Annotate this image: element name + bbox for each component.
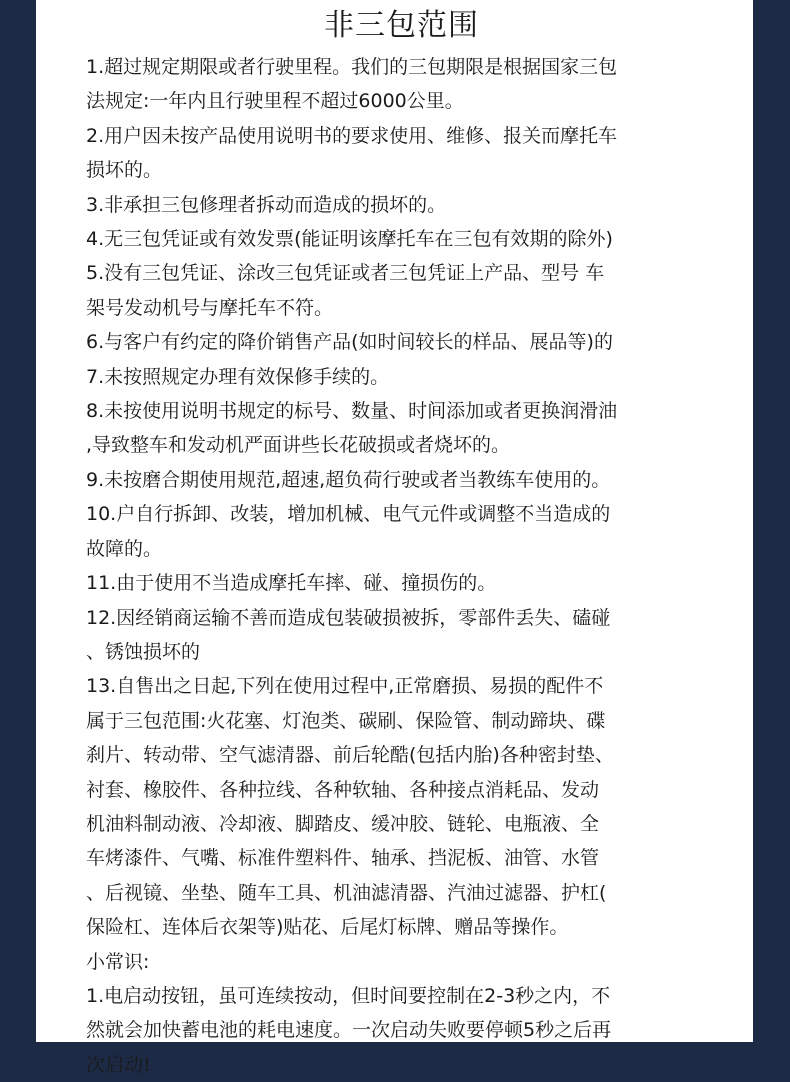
text-line: 次启动! bbox=[86, 1053, 151, 1076]
text-line: 衬套、橡胶件、各种拉线、各种软轴、各种接点消耗品、发动 bbox=[86, 778, 600, 801]
text-line: 然就会加快蓄电池的耗电速度。一次启动失败要停顿5秒之后再 bbox=[86, 1019, 612, 1042]
section-heading: 小常识: bbox=[86, 950, 150, 973]
text-line: 1.电启动按钮，虽可连续按动，但时间要控制在2-3秒之内，不 bbox=[86, 984, 611, 1007]
text-line: 架号发动机号与摩托车不符。 bbox=[86, 296, 334, 319]
text-line: 2.用户因未按产品使用说明书的要求使用、维修、报关而摩托车 bbox=[86, 124, 618, 147]
text-line: 6.与客户有约定的降价销售产品(如时间较长的样品、展品等)的 bbox=[86, 331, 613, 354]
page-title: 非三包范围 bbox=[324, 8, 479, 43]
text-line: 刹片、转动带、空气滤清器、前后轮酷(包括内胎)各种密封垫、 bbox=[86, 744, 614, 767]
text-line: 4.无三包凭证或有效发票(能证明该摩托车在三包有效期的除外) bbox=[86, 228, 613, 251]
text-line: 车烤漆件、气嘴、标准件塑料件、轴承、挡泥板、油管、水管 bbox=[86, 847, 600, 870]
text-line: 7.未按照规定办理有效保修手续的。 bbox=[86, 365, 390, 388]
text-line: 8.未按使用说明书规定的标号、数量、时间添加或者更换润滑油 bbox=[86, 400, 618, 423]
text-line: 法规定:一年内且行驶里程不超过6000公里。 bbox=[86, 90, 464, 113]
text-line: ,导致整车和发动机严面讲些长花破损或者烧坏的。 bbox=[86, 434, 511, 457]
text-line: 机油料制动液、冷却液、脚踏皮、缓冲胶、链轮、电瓶液、全 bbox=[86, 812, 600, 835]
text-line: 10.户自行拆卸、改装，增加机械、电气元件或调整不当造成的 bbox=[86, 503, 611, 526]
text-line: 属于三包范围:火花塞、灯泡类、碳刷、保险管、制动蹄块、碟 bbox=[86, 709, 606, 732]
text-line: 9.未按磨合期使用规范,超速,超负荷行驶或者当教练车使用的。 bbox=[86, 468, 611, 491]
text-line: 保险杠、连体后衣架等)贴花、后尾灯标牌、赠品等操作。 bbox=[86, 916, 569, 939]
document-body bbox=[86, 50, 737, 1082]
text-line: 、后视镜、坐垫、随车工具、机油滤清器、汽油过滤器、护杠( bbox=[86, 881, 607, 904]
text-line: 1.超过规定期限或者行驶里程。我们的三包期限是根据国家三包 bbox=[86, 56, 618, 78]
text-line: 故障的。 bbox=[86, 537, 163, 560]
text-line: 3.非承担三包修理者拆动而造成的损坏的。 bbox=[86, 193, 447, 216]
text-line: 13.自售出之日起,下列在使用过程中,正常磨损、易损的配件不 bbox=[86, 675, 604, 698]
text-line: 12.因经销商运输不善而造成包装破损被拆，零部件丢失、磕碰 bbox=[86, 606, 611, 629]
text-line: 损坏的。 bbox=[86, 159, 163, 182]
document-page bbox=[36, 0, 753, 1076]
text-line: 、锈蚀损坏的 bbox=[86, 640, 201, 663]
text-line: 11.由于使用不当造成摩托车摔、碰、撞损伤的。 bbox=[86, 572, 497, 595]
text-line: 5.没有三包凭证、涂改三包凭证或者三包凭证上产品、型号 车 bbox=[86, 262, 605, 285]
